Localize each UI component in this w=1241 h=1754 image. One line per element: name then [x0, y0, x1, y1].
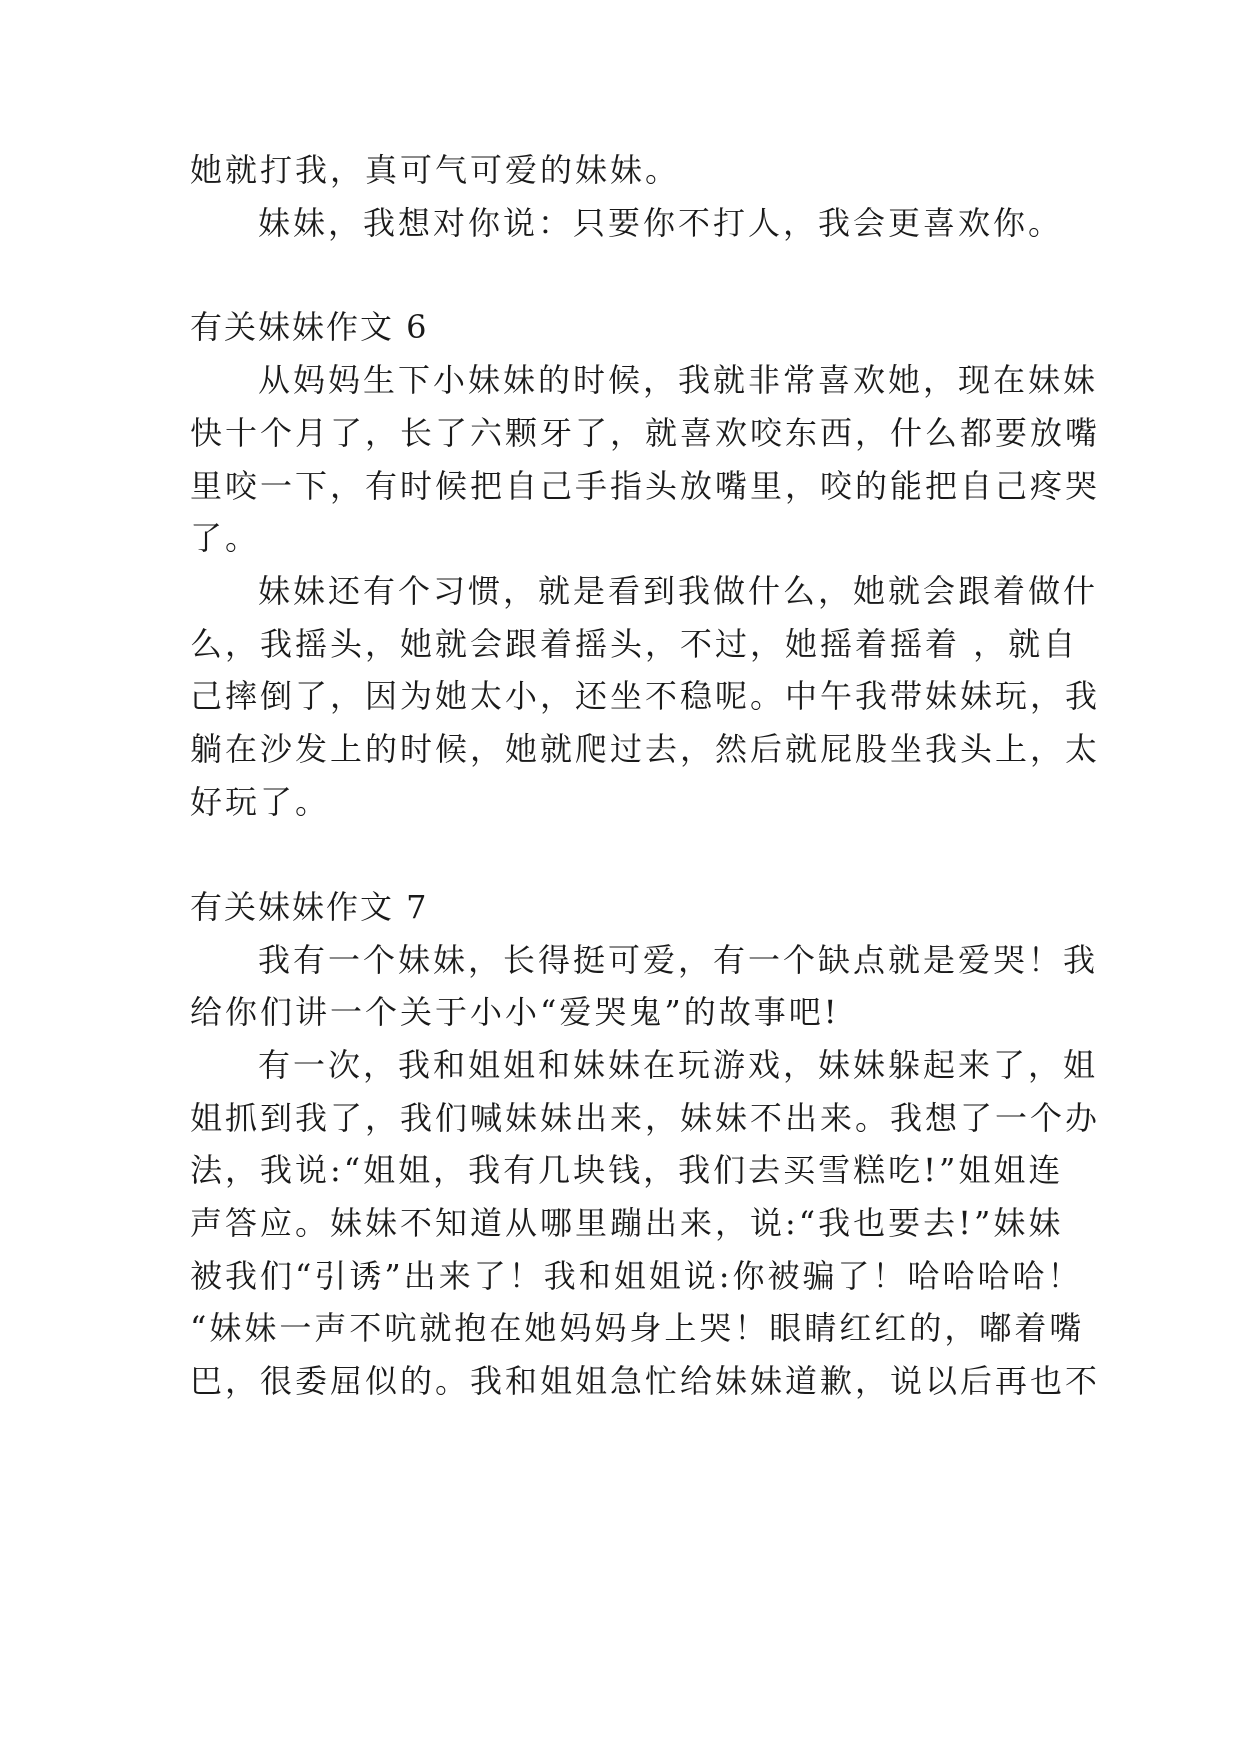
- text-line: “妹妹一声不吭就抱在她妈妈身上哭！眼睛红红的，嘟着嘴: [190, 1309, 1085, 1347]
- paragraph-line: 我有一个妹妹，长得挺可爱，有一个缺点就是爱哭！我: [258, 941, 1099, 979]
- paragraph-line: 从妈妈生下小妹妹的时候，我就非常喜欢她，现在妹妹: [258, 361, 1099, 399]
- text-line: 么，我摇头，她就会跟着摇头，不过，她摇着摇着 ，就自: [190, 625, 1079, 663]
- text-line: 给你们讲一个关于小小“爱哭鬼”的故事吧!: [190, 993, 840, 1031]
- text-line: 姐抓到我了，我们喊妹妹出来，妹妹不出来。我想了一个办: [190, 1099, 1101, 1137]
- paragraph-line: 妹妹还有个习惯，就是看到我做什么，她就会跟着做什: [258, 572, 1099, 610]
- text-line: 好玩了。: [190, 783, 331, 821]
- text-line: 声答应。妹妹不知道从哪里蹦出来，说:“我也要去!”妹妹: [190, 1204, 1064, 1242]
- text-line: 巴，很委屈似的。我和姐姐急忙给妹妹道歉，说以后再也不: [190, 1362, 1101, 1400]
- text-line: 快十个月了，长了六颗牙了，就喜欢咬东西，什么都要放嘴: [190, 414, 1101, 452]
- text-line: 了。: [190, 519, 261, 557]
- text-line: 里咬一下，有时候把自己手指头放嘴里，咬的能把自己疼哭: [190, 467, 1101, 505]
- text-line: 她就打我，真可气可爱的妹妹。: [190, 151, 681, 189]
- section-heading: 有关妹妹作文 7: [190, 888, 429, 926]
- paragraph-line: 有一次，我和姐姐和妹妹在玩游戏，妹妹躲起来了，姐: [258, 1046, 1099, 1084]
- text-line: 被我们“引诱”出来了！我和姐姐说:你被骗了！哈哈哈哈！: [190, 1257, 1083, 1295]
- section-heading: 有关妹妹作文 6: [190, 308, 429, 346]
- text-line: 躺在沙发上的时候，她就爬过去，然后就屁股坐我头上，太: [190, 730, 1101, 768]
- paragraph-line: 妹妹，我想对你说：只要你不打人，我会更喜欢你。: [258, 204, 1064, 242]
- text-line: 法，我说:“姐姐，我有几块钱，我们去买雪糕吃!”姐姐连: [190, 1151, 1064, 1189]
- text-line: 己摔倒了，因为她太小，还坐不稳呢。中午我带妹妹玩，我: [190, 677, 1101, 715]
